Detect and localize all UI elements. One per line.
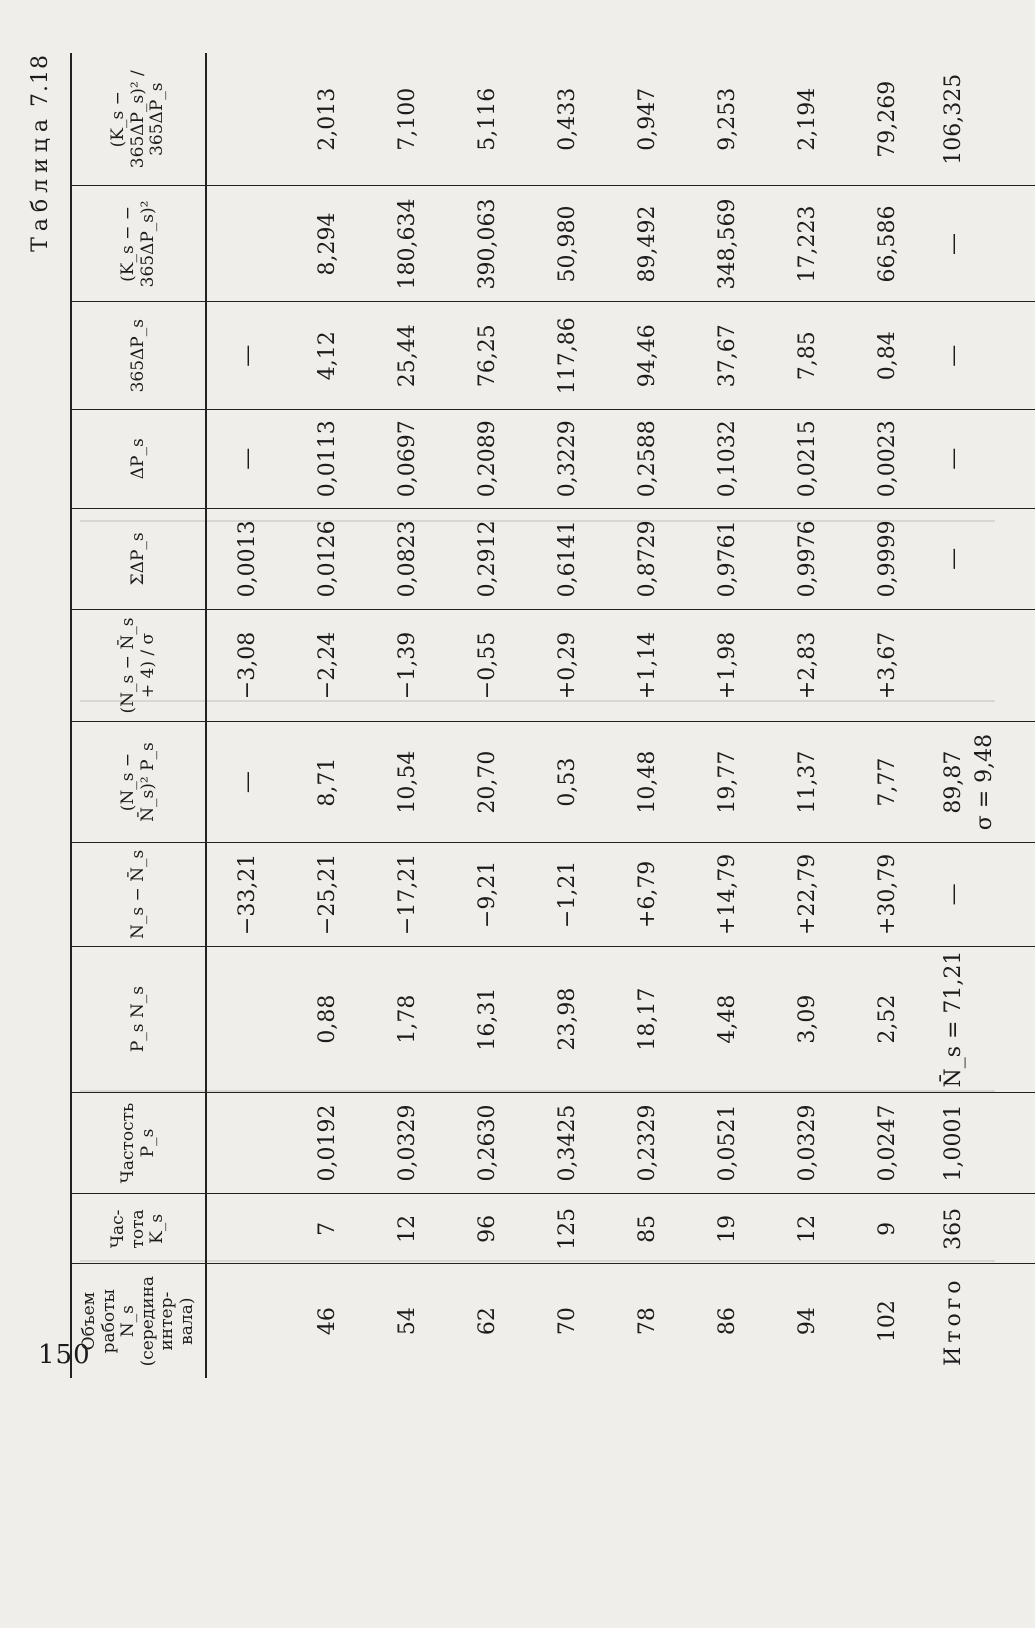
table-cell: 0,6141	[527, 508, 607, 610]
table-cell: +14,79	[687, 843, 767, 946]
table-cell: 0,1032	[687, 409, 767, 508]
table-cell: 0,0823	[367, 508, 447, 610]
table-cell: 20,70	[447, 721, 527, 842]
table-row	[607, 53, 687, 1378]
table-cell: 16,31	[447, 946, 527, 1092]
table-cell: 180,634	[367, 186, 447, 302]
table-cell: +1,98	[687, 610, 767, 722]
table-cell: 17,223	[767, 186, 847, 302]
column-header: ΣΔP_s	[71, 508, 206, 610]
table-cell: 1,78	[367, 946, 447, 1092]
table-cell: 37,67	[687, 302, 767, 409]
table-cell: 7,100	[367, 53, 447, 186]
table-cell: 25,44	[367, 302, 447, 409]
table-caption-number: 7.18	[28, 54, 53, 107]
column-header: N_s − N̄_s	[71, 843, 206, 946]
table-caption-word: Таблица	[28, 112, 53, 252]
table-cell: 70	[554, 1307, 580, 1336]
data-table	[70, 53, 1035, 1378]
total-dash: —	[927, 508, 1035, 610]
table-caption	[28, 54, 53, 252]
column-header: P_s N_s	[71, 946, 206, 1092]
table-cell: +3,67	[847, 610, 927, 722]
column-header: Час- тота K_s	[71, 1194, 206, 1264]
table-cell: 0,9976	[767, 508, 847, 610]
total-dash: —	[927, 409, 1035, 508]
table-cell: −33,21	[206, 843, 287, 946]
column-header: Объем работы N_s (середина интер- вала)	[71, 1264, 206, 1378]
table-cell: 9	[847, 1194, 927, 1264]
table-cell: 11,37	[767, 721, 847, 842]
table-cell: 0,84	[847, 302, 927, 409]
table-cell: 19,77	[687, 721, 767, 842]
table-cell: 0,88	[287, 946, 367, 1092]
table-cell: 7,85	[767, 302, 847, 409]
total-empty	[927, 610, 1035, 722]
table-cell: —	[206, 721, 287, 842]
table-row	[687, 53, 767, 1378]
table-cell: 0,433	[527, 53, 607, 186]
table-cell: 125	[527, 1194, 607, 1264]
table-cell: 3,09	[767, 946, 847, 1092]
table-cell: 0,0697	[367, 409, 447, 508]
table-row	[767, 53, 847, 1378]
table-cell: 76,25	[447, 302, 527, 409]
table-cell: −1,39	[367, 610, 447, 722]
table-cell: 89,492	[607, 186, 687, 302]
table-cell: 0,0126	[287, 508, 367, 610]
table-cell: +0,29	[527, 610, 607, 722]
table-cell: 12	[367, 1194, 447, 1264]
table-cell: 78	[634, 1307, 660, 1336]
table-cell: 0,0329	[367, 1092, 447, 1194]
table-row	[447, 53, 527, 1378]
table-cell: 66,586	[847, 186, 927, 302]
table-cell: +1,14	[607, 610, 687, 722]
total-relative-frequency: 1,0001	[927, 1092, 1035, 1194]
table-cell: 2,013	[287, 53, 367, 186]
table-cell: 94	[794, 1307, 820, 1336]
column-header: (K_s − − 365ΔP_s)²	[71, 186, 206, 302]
table-cell: 8,71	[287, 721, 367, 842]
table-cell: 79,269	[847, 53, 927, 186]
column-header: (N_s − N̄_s)² P_s	[71, 721, 206, 842]
table-cell: 0,9761	[687, 508, 767, 610]
table-cell: −17,21	[367, 843, 447, 946]
table-cell: 96	[447, 1194, 527, 1264]
column-header: (N_s − N̄_s + 4) / σ	[71, 610, 206, 722]
table-cell: 0,9999	[847, 508, 927, 610]
table-cell: 54	[394, 1307, 420, 1336]
table-cell: 0,0023	[847, 409, 927, 508]
table-cell: 12	[767, 1194, 847, 1264]
table-cell: 102	[874, 1300, 900, 1343]
table-cell: 0,2588	[607, 409, 687, 508]
table-cell: 0,0013	[206, 508, 287, 610]
table-cell: 390,063	[447, 186, 527, 302]
table-cell: 0,3425	[527, 1092, 607, 1194]
table-cell	[206, 186, 287, 302]
table-cell: 4,48	[687, 946, 767, 1092]
table-cell: 85	[607, 1194, 687, 1264]
table-row	[527, 53, 607, 1378]
total-chi-square: 106,325	[927, 53, 1035, 186]
table-cell: 10,48	[607, 721, 687, 842]
table-cell: 0,2912	[447, 508, 527, 610]
table-cell: −0,55	[447, 610, 527, 722]
table-cell: 0,947	[607, 53, 687, 186]
table-cell	[206, 1092, 287, 1194]
table-cell: 46	[314, 1307, 340, 1336]
table-cell: —	[206, 302, 287, 409]
table-cell: 8,294	[287, 186, 367, 302]
table-cell: 0,2089	[447, 409, 527, 508]
table-cell: 86	[714, 1307, 740, 1336]
table-cell: 348,569	[687, 186, 767, 302]
table-cell: 0,0215	[767, 409, 847, 508]
table-cell: 4,12	[287, 302, 367, 409]
table-cell: 7	[287, 1194, 367, 1264]
table-cell	[206, 53, 287, 186]
table-cell: +6,79	[607, 843, 687, 946]
total-frequency: 365	[927, 1194, 1035, 1264]
page-number: 150	[38, 1340, 91, 1370]
table-cell: 2,194	[767, 53, 847, 186]
header-row	[71, 53, 206, 1378]
column-header: 365ΔP_s	[71, 302, 206, 409]
table-row	[367, 53, 447, 1378]
table-cell: 0,53	[527, 721, 607, 842]
table-row	[847, 53, 927, 1378]
total-empty: —	[927, 843, 1035, 946]
total-mean: N̄_s = 71,21	[927, 946, 1035, 1092]
table-cell: 7,77	[847, 721, 927, 842]
total-dash: —	[927, 186, 1035, 302]
table-cell: +22,79	[767, 843, 847, 946]
total-dash: —	[927, 302, 1035, 409]
table-cell: 23,98	[527, 946, 607, 1092]
table-cell: 0,0329	[767, 1092, 847, 1194]
table-cell: 0,0113	[287, 409, 367, 508]
table-cell: 0,2630	[447, 1092, 527, 1194]
total-sigma: σ = 9,48	[972, 733, 998, 831]
table-cell: 0,2329	[607, 1092, 687, 1194]
table-row	[287, 53, 367, 1378]
table-cell: 10,54	[367, 721, 447, 842]
table-cell	[206, 946, 287, 1092]
table-cell: −1,21	[527, 843, 607, 946]
table-cell: 0,3229	[527, 409, 607, 508]
total-variance-cell	[927, 721, 1035, 842]
table-cell: 0,0192	[287, 1092, 367, 1194]
table-cell: −2,24	[287, 610, 367, 722]
total-variance-sum: 89,87	[941, 750, 967, 814]
table-cell: 117,86	[527, 302, 607, 409]
table-cell	[206, 1194, 287, 1264]
table-cell: +30,79	[847, 843, 927, 946]
total-row	[927, 53, 1035, 1378]
table-cell: 0,0247	[847, 1092, 927, 1194]
table-row	[206, 53, 287, 1378]
table-cell: 0,0521	[687, 1092, 767, 1194]
table-cell: −3,08	[206, 610, 287, 722]
table-cell: 62	[474, 1307, 500, 1336]
table-cell: 0,8729	[607, 508, 687, 610]
table-cell: 18,17	[607, 946, 687, 1092]
total-label: Итого	[927, 1264, 1035, 1378]
table-cell: 9,253	[687, 53, 767, 186]
table-cell: 50,980	[527, 186, 607, 302]
table-cell: +2,83	[767, 610, 847, 722]
table-cell: —	[206, 409, 287, 508]
column-header: (K_s − 365ΔP_s)² / 365ΔP_s	[71, 53, 206, 186]
column-header: Частость P_s	[71, 1092, 206, 1194]
table-cell: 2,52	[847, 946, 927, 1092]
table-cell: −25,21	[287, 843, 367, 946]
table-cell: 5,116	[447, 53, 527, 186]
table-cell: −9,21	[447, 843, 527, 946]
table-cell: 94,46	[607, 302, 687, 409]
column-header: ΔP_s	[71, 409, 206, 508]
table-cell: 19	[687, 1194, 767, 1264]
table-cell	[206, 1264, 287, 1378]
